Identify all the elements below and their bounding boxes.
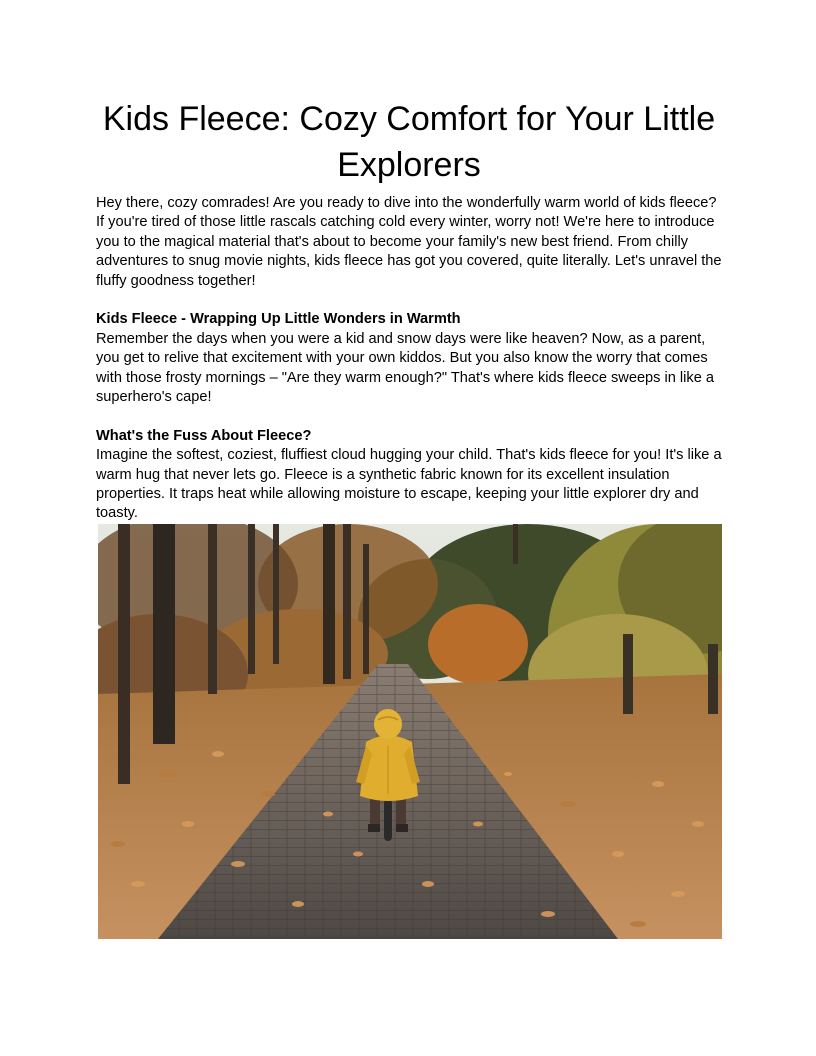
section-heading-fuss: What's the Fuss About Fleece? <box>96 427 312 444</box>
paragraph-spacer <box>96 291 722 310</box>
section-body-warmth: Remember the days when you were a kid and snow days were like heaven? Now, as a parent, you get to relive that excitement with your own kiddos. But you also know the worry that comes with those frosty mornings – "Are they warm enough?" That's where kids fleece sweeps in like a superhero's cape! <box>96 330 715 406</box>
paragraph-spacer <box>96 407 722 426</box>
intro-paragraph: Hey there, cozy comrades! Are you ready to dive into the wonderfully warm world of kids fleece? If you're tired of those little rascals catching cold every winter, worry not! We're here to introduce you to the magical material that's about to become your family's new best friend. From chilly adventures to snug movie nights, kids fleece has got you covered, quite literally. Let's unravel the fluffy goodness together! <box>96 195 722 289</box>
document-page <box>96 96 722 524</box>
section-heading-warmth: Kids Fleece - Wrapping Up Little Wonders in Warmth <box>96 311 461 328</box>
autumn-path-photo <box>98 524 722 939</box>
section-body-fuss: Imagine the softest, coziest, fluffiest cloud hugging your child. That's kids fleece for you! It's like a warm hug that never lets go. Fleece is a synthetic fabric known for its excellent insulation properties. It traps heat while allowing moisture to escape, keeping your little explorer dry and toasty. <box>96 447 722 522</box>
document-title: Kids Fleece: Cozy Comfort for Your Little Explorers <box>102 100 716 184</box>
